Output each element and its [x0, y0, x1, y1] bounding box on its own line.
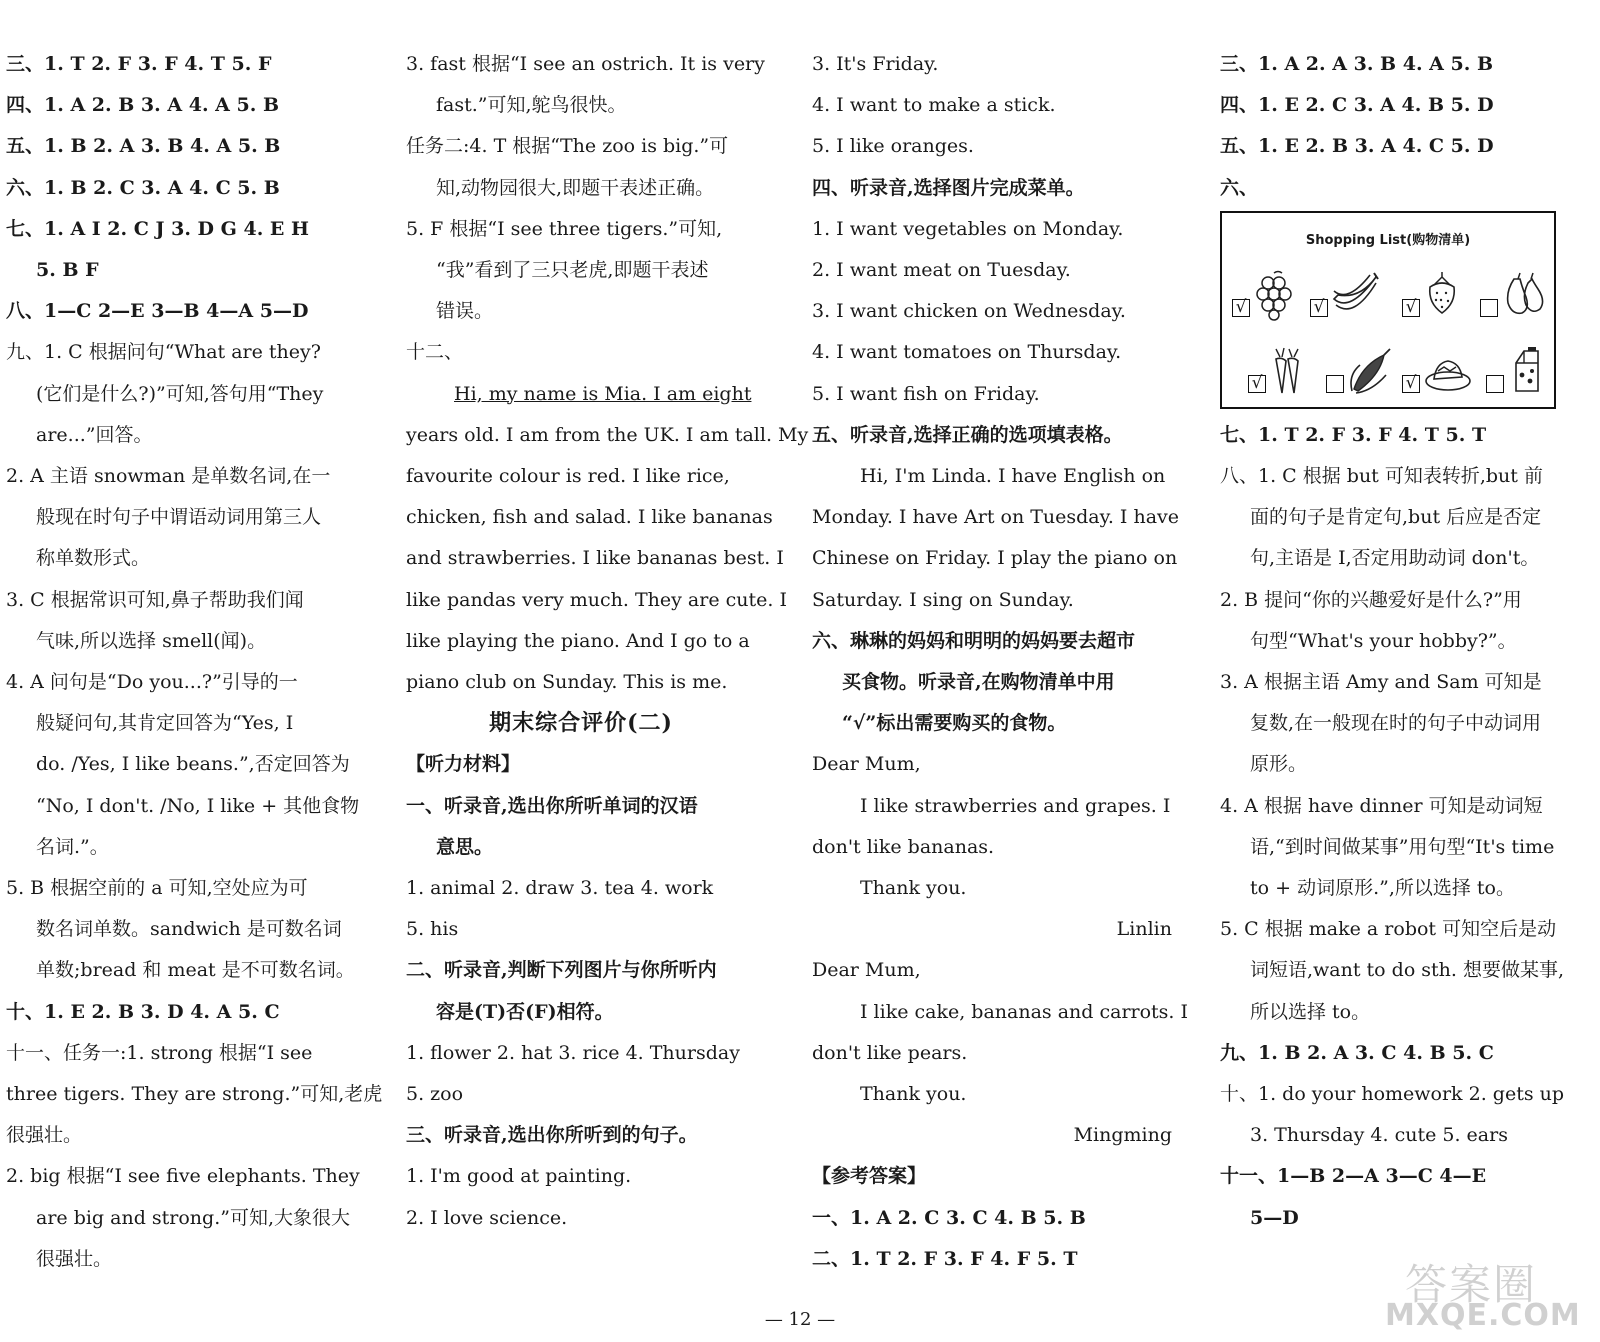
explanation-line: 语,“到时间做某事”用句型“It's time — [1250, 835, 1555, 858]
letter-line: Thank you. — [860, 1083, 967, 1106]
listening-line: 5. I like oranges. — [812, 135, 974, 158]
listening-line: 1. I want vegetables on Monday. — [812, 217, 1124, 240]
answer-line: 十一、1—B 2—A 3—C 4—E — [1220, 1165, 1487, 1188]
answer-line: 三、1. T 2. F 3. F 4. T 5. F — [6, 53, 272, 75]
letter-line: I like strawberries and grapes. I — [860, 794, 1171, 817]
passage-line: favourite colour is red. I like rice, — [406, 465, 730, 488]
passage-line: chicken, fish and salad. I like bananas — [406, 506, 773, 529]
listening-line: 4. I want tomatoes on Thursday. — [812, 341, 1122, 364]
explanation-line: “No, I don't. /No, I like + 其他食物 — [36, 794, 360, 817]
section-heading: 【参考答案】 — [812, 1165, 927, 1188]
explanation-line: 句,主语是 I,否定用助动词 don't。 — [1250, 547, 1540, 570]
explanation-line: 复数,在一般现在时的句子中动词用 — [1250, 712, 1542, 735]
explanation-line: 词短语,want to do sth. 想要做某事, — [1250, 959, 1565, 982]
passage-line: like playing the piano. And I go to a — [406, 629, 750, 652]
section-heading: 买食物。听录音,在购物清单中用 — [842, 671, 1115, 694]
strawberry-icon — [1422, 269, 1462, 321]
explanation-line: 单数;bread 和 meat 是不可数名词。 — [36, 959, 355, 982]
explanation-line: 很强壮。 — [36, 1247, 113, 1270]
explanation-line: 5. F 根据“I see three tigers.”可知, — [406, 217, 723, 240]
checkbox: √ — [1232, 299, 1250, 317]
passage-line: like pandas very much. They are cute. I — [406, 588, 787, 611]
listening-line: 5. I want fish on Friday. — [812, 382, 1040, 405]
checkbox: √ — [1402, 375, 1420, 393]
answer-line: 八、1—C 2—E 3—B 4—A 5—D — [6, 300, 309, 323]
explanation-line: 4. A 根据 have dinner 可知是动词短 — [1220, 794, 1543, 817]
explanation-line: 5. C 根据 make a robot 可知空后是动 — [1220, 918, 1557, 941]
explanation-line: 九、1. C 根据问句“What are they? — [6, 341, 321, 364]
listening-line: 5. zoo — [406, 1083, 464, 1106]
exam-title: 期末综合评价(二) — [489, 710, 673, 737]
answer-line: 二、1. T 2. F 3. F 4. F 5. T — [812, 1247, 1078, 1270]
answer-line: 十、1. do your homework 2. gets up — [1220, 1083, 1565, 1106]
section-heading: 三、听录音,选出你所听到的句子。 — [406, 1124, 698, 1147]
answer-line: 十、1. E 2. B 3. D 4. A 5. C — [6, 1000, 280, 1023]
listening-line: 5. his — [406, 918, 459, 941]
section-heading: 容是(T)否(F)相符。 — [436, 1000, 614, 1023]
passage-line: years old. I am from the UK. I am tall. My — [406, 423, 809, 446]
answer-line: 三、1. A 2. A 3. B 4. A 5. B — [1220, 53, 1494, 75]
passage-line: Hi, I'm Linda. I have English on — [860, 465, 1166, 488]
letter-line: don't like bananas. — [812, 835, 995, 858]
letter-signature: Mingming — [1073, 1124, 1172, 1147]
letter-greeting: Dear Mum, — [812, 753, 921, 776]
passage-line: Chinese on Friday. I play the piano on — [812, 547, 1178, 570]
explanation-line: 般疑问句,其肯定回答为“Yes, I — [36, 712, 294, 735]
page-number: — 12 — — [764, 1309, 836, 1330]
column-2 — [406, 44, 809, 1239]
answer-line: 四、1. A 2. B 3. A 4. A 5. B — [6, 94, 280, 117]
shopping-list-title: Shopping List(购物清单) — [1305, 232, 1471, 248]
passage-line: Saturday. I sing on Sunday. — [812, 588, 1074, 611]
explanation-line: are...”回答。 — [36, 423, 153, 446]
explanation-line: are big and strong.”可知,大象很大 — [36, 1206, 351, 1229]
explanation-line: 名词.”。 — [36, 835, 109, 858]
explanation-line: 般现在时句子中谓语动词用第三人 — [36, 506, 322, 529]
explanation-line: do. /Yes, I like beans.”,否定回答为 — [36, 753, 350, 776]
section-heading: 意思。 — [436, 835, 494, 858]
grapes-icon — [1252, 269, 1298, 321]
answer-line: 3. Thursday 4. cute 5. ears — [1250, 1124, 1508, 1147]
checkbox — [1486, 375, 1504, 393]
checkbox: √ — [1310, 299, 1328, 317]
milk-icon — [1506, 345, 1548, 397]
pears-icon — [1500, 269, 1548, 321]
passage-line: Hi, my name is Mia. I am eight — [454, 382, 752, 405]
answer-line: 四、1. E 2. C 3. A 4. B 5. D — [1220, 94, 1494, 117]
shopping-item-bananas — [1306, 269, 1380, 321]
column-3 — [812, 44, 1189, 1280]
shopping-item-milk — [1482, 345, 1556, 397]
bananas-icon — [1330, 269, 1380, 321]
explanation-line: (它们是什么?)”可知,答句用“They — [36, 382, 324, 405]
explanation-line: 2. big 根据“I see five elephants. They — [6, 1165, 360, 1188]
section-heading: 十二、 — [406, 341, 464, 364]
answer-line: 九、1. B 2. A 3. C 4. B 5. C — [1220, 1041, 1494, 1064]
shopping-list-box — [1220, 211, 1556, 409]
shopping-item-carrots — [1244, 345, 1318, 397]
answer-line: 一、1. A 2. C 3. C 4. B 5. B — [812, 1206, 1086, 1229]
answer-line: 六、 — [1220, 176, 1259, 199]
listening-line: 1. animal 2. draw 3. tea 4. work — [406, 877, 714, 900]
explanation-line: 称单数形式。 — [36, 547, 151, 570]
explanation-line: 2. A 主语 snowman 是单数名词,在一 — [6, 465, 331, 488]
passage-line: Monday. I have Art on Tuesday. I have — [812, 506, 1180, 529]
shopping-item-pears — [1476, 269, 1550, 321]
explanation-line: 八、1. C 根据 but 可知表转折,but 前 — [1220, 465, 1543, 488]
corn-icon — [1346, 345, 1392, 397]
explanation-line: 十一、任务一:1. strong 根据“I see — [6, 1041, 313, 1064]
passage-line: and strawberries. I like bananas best. I — [406, 547, 784, 570]
letter-line: don't like pears. — [812, 1041, 968, 1064]
answer-line: 七、1. A I 2. C J 3. D G 4. E H — [6, 217, 309, 240]
explanation-line: 知,动物园很大,即题干表述正确。 — [436, 176, 715, 199]
letter-signature: Linlin — [1116, 918, 1172, 941]
carrots-icon — [1268, 345, 1308, 397]
checkbox: √ — [1248, 375, 1266, 393]
answer-line: 五、1. B 2. A 3. B 4. A 5. B — [6, 135, 281, 158]
explanation-line: 3. fast 根据“I see an ostrich. It is very — [406, 53, 765, 75]
checkbox — [1326, 375, 1344, 393]
listening-line: 2. I love science. — [406, 1206, 568, 1229]
explanation-line: 3. C 根据常识可知,鼻子帮助我们闻 — [6, 588, 304, 611]
explanation-line: 2. B 提问“你的兴趣爱好是什么?”用 — [1220, 588, 1522, 611]
watermark-url: MXQE.COM — [1385, 1298, 1581, 1333]
listening-line: 4. I want to make a stick. — [812, 94, 1056, 117]
section-heading: “√”标出需要购买的食物。 — [842, 712, 1067, 735]
explanation-line: 句型“What's your hobby?”。 — [1250, 629, 1517, 652]
watermark-logo — [1375, 1252, 1585, 1332]
explanation-line: “我”看到了三只老虎,即题干表述 — [436, 259, 709, 282]
explanation-line: 数名词单数。sandwich 是可数名词 — [36, 918, 342, 941]
listening-line: 1. I'm good at painting. — [406, 1165, 632, 1188]
letter-line: I like cake, bananas and carrots. I — [860, 1000, 1189, 1023]
explanation-line: 原形。 — [1250, 753, 1308, 776]
answer-line: 六、1. B 2. C 3. A 4. C 5. B — [6, 176, 280, 199]
explanation-line: fast.”可知,鸵鸟很快。 — [436, 94, 627, 117]
shopping-item-grapes — [1228, 269, 1302, 321]
explanation-line: 所以选择 to。 — [1250, 1000, 1371, 1023]
shopping-item-strawberry — [1398, 269, 1472, 321]
shopping-item-corn — [1322, 345, 1396, 397]
explanation-line: 5. B 根据空前的 a 可知,空处应为可 — [6, 877, 308, 900]
answer-line: 5. B F — [36, 259, 99, 282]
explanation-line: 4. A 问句是“Do you...?”引导的一 — [6, 671, 298, 694]
section-heading: 六、琳琳的妈妈和明明的妈妈要去超市 — [812, 629, 1136, 652]
checkbox: √ — [1402, 299, 1420, 317]
explanation-line: 3. A 根据主语 Amy and Sam 可知是 — [1220, 671, 1542, 694]
listening-line: 1. flower 2. hat 3. rice 4. Thursday — [406, 1041, 740, 1064]
explanation-line: 任务二:4. T 根据“The zoo is big.”可 — [406, 135, 729, 158]
letter-line: Thank you. — [860, 877, 967, 900]
column-1 — [6, 44, 383, 1280]
cake-icon — [1422, 345, 1472, 397]
explanation-line: 面的句子是肯定句,but 后应是否定 — [1250, 506, 1542, 529]
explanation-line: three tigers. They are strong.”可知,老虎 — [6, 1083, 383, 1106]
section-heading: 二、听录音,判断下列图片与你所听内 — [406, 959, 717, 982]
listening-line: 3. It's Friday. — [812, 53, 939, 75]
shopping-item-cake — [1398, 345, 1472, 397]
section-heading: 五、听录音,选择正确的选项填表格。 — [812, 423, 1123, 446]
passage-line: piano club on Sunday. This is me. — [406, 671, 728, 694]
answer-line: 五、1. E 2. B 3. A 4. C 5. D — [1220, 135, 1494, 158]
explanation-line: 错误。 — [436, 300, 494, 323]
listening-line: 3. I want chicken on Wednesday. — [812, 300, 1126, 323]
letter-greeting: Dear Mum, — [812, 959, 921, 982]
column-4 — [1220, 44, 1565, 1239]
listening-line: 2. I want meat on Tuesday. — [812, 259, 1071, 282]
answer-line: 5—D — [1250, 1206, 1299, 1229]
answer-line: 七、1. T 2. F 3. F 4. T 5. T — [1220, 423, 1487, 446]
section-heading: 一、听录音,选出你所听单词的汉语 — [406, 794, 698, 817]
explanation-line: 气味,所以选择 smell(闻)。 — [36, 629, 267, 652]
checkbox — [1480, 299, 1498, 317]
explanation-line: to + 动词原形.”,所以选择 to。 — [1250, 877, 1515, 900]
explanation-line: 很强壮。 — [6, 1124, 83, 1147]
section-heading: 【听力材料】 — [406, 753, 521, 776]
watermark-text: 答案圈 — [1405, 1260, 1538, 1309]
section-heading: 四、听录音,选择图片完成菜单。 — [812, 176, 1085, 199]
